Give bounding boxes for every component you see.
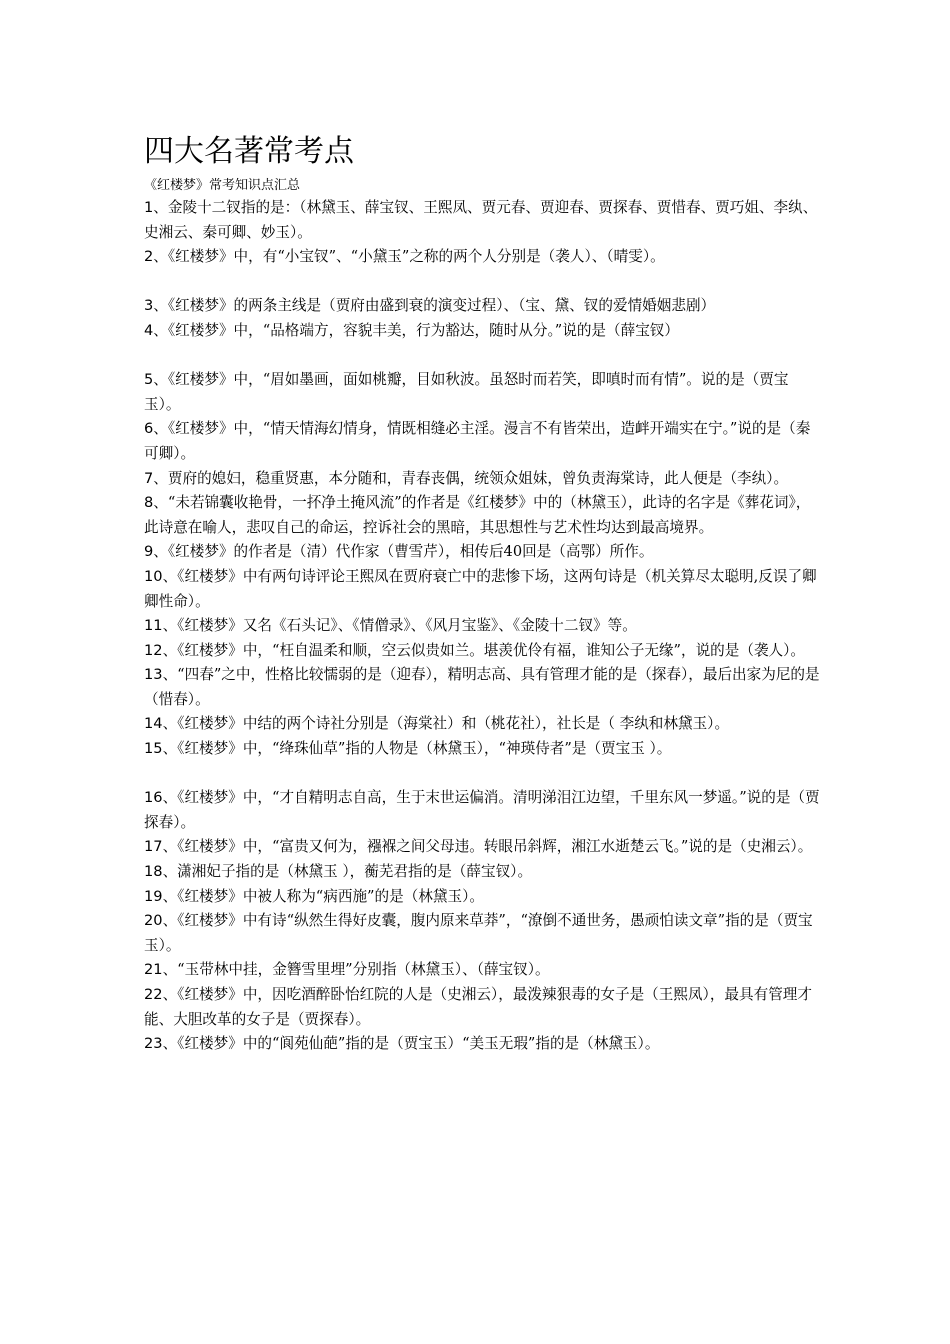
list-item [144, 565, 820, 614]
item-number: 14、 [144, 715, 178, 733]
knowledge-list [144, 196, 820, 1057]
document-page [144, 130, 820, 1057]
item-number: 13、 [144, 666, 178, 684]
item-number: 20、 [144, 912, 178, 930]
item-number: 15、 [144, 740, 178, 758]
list-item [144, 663, 820, 712]
list-item [144, 712, 820, 737]
item-number: 7、 [144, 469, 168, 487]
list-item [144, 737, 820, 762]
item-text: 《红楼梦》又名《石头记》、《情僧录》、《风月宝鉴》、《金陵十二钗》等。 [177, 617, 637, 635]
item-text: 《红楼梦》中被人称为“病西施”的是（林黛玉）。 [177, 887, 484, 905]
item-number: 9、 [144, 543, 168, 561]
item-text: 《红楼梦》中，“眉如墨画，面如桃瓣，目如秋波。虽怒时而若笑，即嗔时而有情”。说的是（贾宝玉）。 [144, 371, 789, 413]
item-text: 《红楼梦》中有诗“纵然生得好皮囊，腹内原来草莽”，“潦倒不通世务，愚顽怕读文章”指的是（贾宝玉）。 [144, 912, 813, 954]
list-item [144, 786, 820, 835]
item-text: 贾府的媳妇，稳重贤惠，本分随和，青春丧偶，统领众姐妹，曾负责海棠诗，此人便是（李纨）。 [167, 469, 789, 487]
item-text: “四春”之中，性格比较懦弱的是（迎春），精明志高、具有管理才能的是（探春），最后出家为尼的是（惜春）。 [144, 666, 820, 708]
list-item [144, 467, 820, 492]
item-number: 1、 [144, 199, 168, 216]
list-item [144, 885, 820, 910]
item-text: 《红楼梦》中结的两个诗社分别是（海棠社）和（桃花社），社长是（ 李纨和林黛玉）。 [177, 715, 730, 733]
item-number: 3、 [144, 297, 168, 315]
list-item [144, 491, 820, 540]
item-number: 12、 [144, 641, 178, 659]
item-number: 6、 [144, 420, 168, 438]
list-item [144, 860, 820, 885]
item-text: 《红楼梦》中有两句诗评论王熙凤在贾府衰亡中的悲惨下场，这两句诗是（机关算尽太聪明,反误了卿卿性命）。 [144, 567, 817, 610]
item-text: 《红楼梦》中，“情天情海幻情身，情既相缝必主淫。漫言不有皆荣出，造衅开端实在宁。”说的是（秦可卿）。 [144, 420, 811, 462]
item-text: 《红楼梦》中，“才自精明志自高，生于末世运偏消。清明涕泪江边望，千里东风一梦遥。”说的是（贾探春）。 [144, 789, 820, 831]
list-item [144, 639, 820, 664]
item-number: 18、 [144, 863, 178, 881]
item-text: 《红楼梦》中的“阆苑仙葩”指的是（贾宝玉）“美玉无瑕”指的是（林黛玉）。 [177, 1035, 660, 1053]
item-text: “未若锦囊收艳骨，一抔净土掩风流”的作者是《红楼梦》中的（林黛玉），此诗的名字是《葬花词》，此诗意在喻人，悲叹自己的命运，控诉社会的黑暗，其思想性与艺术性均达到最高境界。 [144, 494, 811, 536]
list-item [144, 196, 820, 245]
item-text: 《红楼梦》中，有“小宝钗”、“小黛玉”之称的两个人分别是（袭人）、（晴雯）。 [167, 248, 665, 266]
item-number: 4、 [144, 321, 168, 339]
item-number: 8、 [144, 494, 168, 512]
item-number: 11、 [144, 617, 178, 635]
list-item [144, 983, 820, 1032]
item-number: 23、 [144, 1035, 178, 1053]
page-title: 四大名著常考点 [144, 134, 354, 169]
item-text: “玉带林中挂，金簪雪里埋”分别指（林黛玉）、（薛宝钗）。 [177, 961, 550, 979]
item-text: 《红楼梦》中，“品格端方，容貌丰美，行为豁达，随时从分。”说的是（薛宝钗） [167, 321, 679, 339]
list-item [144, 835, 820, 860]
list-item [144, 245, 820, 270]
item-number: 16、 [144, 789, 178, 807]
item-text: 《红楼梦》中，“富贵又何为，襁褓之间父母违。转眼吊斜辉，湘江水逝楚云飞。”说的是（史湘云）。 [177, 838, 813, 856]
item-text: 金陵十二钗指的是：（林黛玉、薛宝钗、王熙凤、贾元春、贾迎春、贾探春、贾惜春、贾巧姐、李纨、史湘云、秦可卿、妙玉）。 [144, 199, 818, 241]
list-item [144, 1032, 820, 1057]
item-number: 19、 [144, 887, 178, 905]
list-item [144, 614, 820, 639]
item-number: 5、 [144, 371, 168, 389]
item-number: 17、 [144, 838, 178, 856]
item-number: 2、 [144, 248, 168, 266]
item-text: 《红楼梦》中，“绛珠仙草”指的人物是（林黛玉），“神瑛侍者”是（贾宝玉 ）。 [177, 740, 672, 758]
item-number: 10、 [144, 567, 178, 585]
list-item [144, 368, 820, 417]
item-number: 22、 [144, 986, 178, 1003]
section-subtitle: 《红楼梦》常考知识点汇总 [144, 178, 301, 193]
item-number: 21、 [144, 961, 178, 979]
list-item [144, 540, 820, 565]
item-text: 《红楼梦》中，“枉自温柔和顺，空云似贵如兰。堪羡优伶有福，谁知公子无缘”，说的是（袭人）。 [177, 641, 806, 659]
item-text: 《红楼梦》的两条主线是（贾府由盛到衰的演变过程）、（宝、黛、钗的爱情婚姻悲剧） [167, 297, 716, 315]
list-item [144, 958, 820, 983]
item-text: 潇湘妃子指的是（林黛玉 ），蘅芜君指的是（薛宝钗）。 [177, 863, 533, 881]
list-item [144, 294, 820, 319]
item-text: 《红楼梦》的作者是（清）代作家（曹雪芹），相传后40回是（高鄂）所作。 [167, 543, 654, 561]
list-item [144, 319, 820, 344]
list-item [144, 417, 820, 466]
list-item [144, 909, 820, 958]
item-text: 《红楼梦》中，因吃酒醉卧怡红院的人是（史湘云），最泼辣狠毒的女子是（王熙凤），最具有管理才能、大胆改革的女子是（贾探春）。 [144, 986, 812, 1028]
